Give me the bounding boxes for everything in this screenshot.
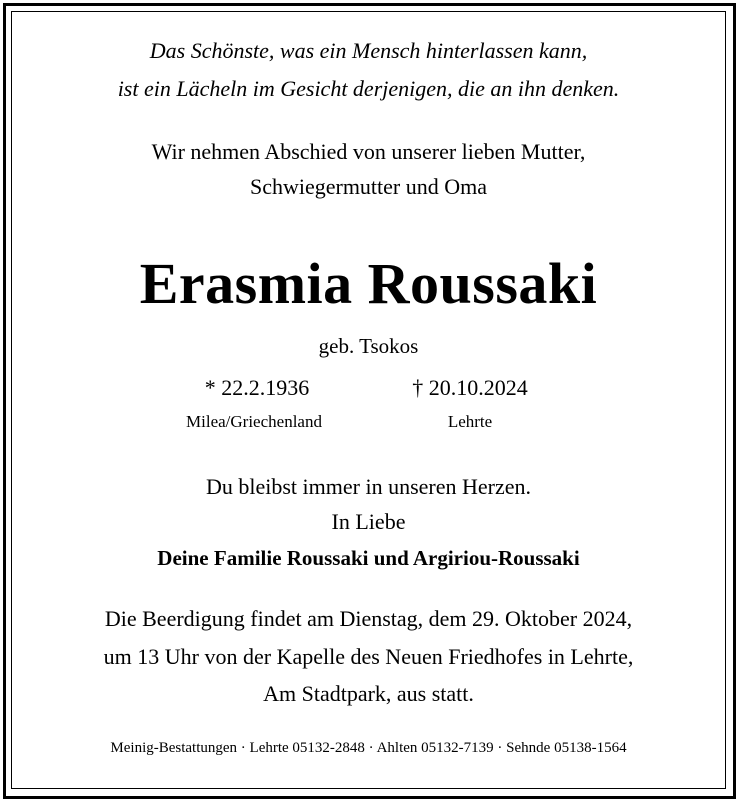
deceased-name: Erasmia Roussaki	[139, 251, 598, 316]
intro-line-2: Schwiegermutter und Oma	[249, 174, 488, 199]
message-line-1: Du bleibst immer in unseren Herzen.	[205, 474, 531, 499]
message-line-2: In Liebe	[331, 509, 406, 534]
birth-date: * 22.2.1936	[204, 375, 310, 400]
funeral-line-2: um 13 Uhr von der Kapelle des Neuen Friedhofes in Lehrte,	[103, 644, 634, 669]
death-place: Lehrte	[447, 412, 493, 431]
intro-line-1: Wir nehmen Abschied von unserer lieben Mutter,	[151, 139, 586, 164]
funeral-line-3: Am Stadtpark, aus statt.	[263, 681, 474, 706]
quote-line-2: ist ein Lächeln im Gesicht derjenigen, die an ihn denken.	[117, 76, 620, 101]
funeral-line-1: Die Beerdigung findet am Dienstag, dem 29. Oktober 2024,	[104, 606, 633, 631]
quote-line-1: Das Schönste, was ein Mensch hinterlassen kann,	[149, 38, 588, 63]
death-date: † 20.10.2024	[412, 375, 528, 400]
funeral-home-footer: Meinig-Bestattungen · Lehrte 05132-2848 · Ahlten 05132-7139 · Sehnde 05138-1564	[110, 740, 627, 756]
birth-place: Milea/Griechenland	[186, 412, 322, 431]
maiden-name: geb. Tsokos	[318, 334, 419, 358]
family-signature: Deine Familie Roussaki und Argiriou-Roussaki	[157, 546, 580, 570]
